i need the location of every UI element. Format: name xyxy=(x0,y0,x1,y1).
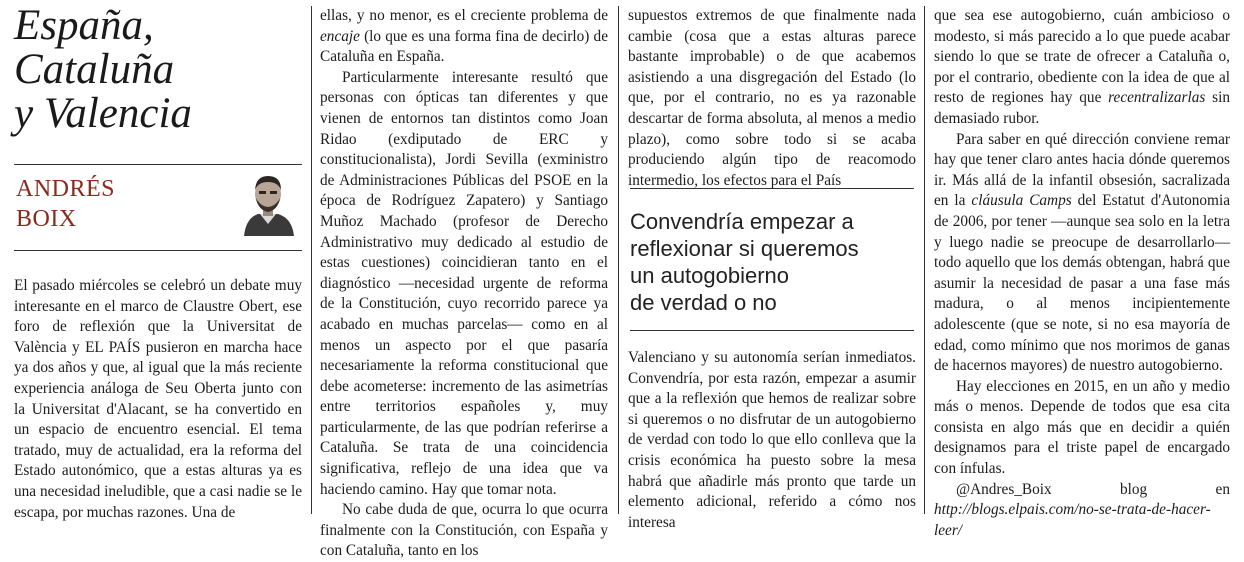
article-column-2 xyxy=(320,6,608,562)
article-column-3-continued xyxy=(628,348,916,533)
paragraph: Hay elecciones en 2015, en un año y medio más o menos. Depende de todos que esa cita consista en algo más que en decidir a quién designamos para el triste papel de encargado con ínfulas. xyxy=(934,377,1230,478)
italic-term: cláusula Camps xyxy=(971,192,1072,210)
author-rule xyxy=(14,250,302,251)
author-signature xyxy=(934,480,1230,542)
pullquote-line: Convendría empezar a xyxy=(630,209,854,234)
pull-quote xyxy=(630,208,910,316)
paragraph xyxy=(320,6,608,68)
headline-rule xyxy=(14,164,302,165)
pullquote-bottom-rule xyxy=(630,330,914,331)
article-headline xyxy=(14,4,304,136)
paragraph xyxy=(934,6,1230,130)
text-run: ellas, y no menor, es el creciente problema de xyxy=(320,7,608,24)
pullquote-line: reflexionar si queremos xyxy=(630,236,859,261)
article-column-1 xyxy=(14,276,302,523)
author-first-name: ANDRÉS xyxy=(16,176,116,202)
paragraph: Particularmente interesante resultó que personas con ópticas tan diferentes y que vienen de entornos tan distintos como Joan Ridao (exdiputado de ERC y constitucionalista), Jordi Sevilla (exministro de Administraciones Públicas del PSOE en la época de Rodríguez Zapatero) y Santiago Muñoz Machado (profesor de Derecho Administrativo muy dedicado al estudio de estas cuestiones) coincidieran tanto en el diagnóstico —necesidad urgente de reforma de la Constitución, cuyo recorrido parece ya acabado en muchas parcelas— como en al menos un aspecto por el que pasaría necesariamente la reforma constitucional que debe acometerse: incremento de las asimetrías entre territorios españoles y, muy particularmente, de las que podrían referirse a Cataluña. Se trata de una coincidencia significativa, reflejo de una idea que va haciendo camino. Hay que tomar nota. xyxy=(320,68,608,498)
text-run: del Estatut d'Autonomia de 2006, por tener —aunque sea solo en la letra y luego nadie se preocupe de desarrollarlo— todo aquello que los demás obtengan, habrá que asumir la necesidad de pasar a una fase más madura, o al menos incipientemente adolescente (que se note, si no esa mayoría de edad, como mínimo que nos morimos de ganas de hacernos mayores) de nuestro autogobierno. xyxy=(934,192,1230,375)
italic-term: encaje xyxy=(320,27,360,45)
text-run: (lo que es una forma fina de decirlo) de Cataluña en España. xyxy=(320,27,608,66)
column-divider xyxy=(618,6,619,514)
author-byline xyxy=(16,174,115,234)
headline-line: y Valencia xyxy=(14,90,192,137)
pullquote-line: un autogobierno xyxy=(630,263,790,288)
text-run: Para saber en qué dirección conviene remar hay que tener claro antes hacia dónde queremos ir. Más allá de la infantil obsesión, sacralizada en la xyxy=(934,130,1230,210)
article-column-3 xyxy=(628,6,916,191)
text-run: sin demasiado rubor. xyxy=(934,89,1230,127)
signature-text: @Andres_Boix blog en xyxy=(956,480,1230,498)
pullquote-line: de verdad o no xyxy=(630,290,777,315)
author-photo xyxy=(236,170,300,236)
blog-link[interactable]: http://blogs.elpais.com/no-se-trata-de-hacer-leer/ xyxy=(934,501,1211,539)
headline-line: Cataluña xyxy=(14,46,175,93)
paragraph: supuestos extremos de que finalmente nada cambie (cosa que a estas alturas parece bastante improbable) o de que acabemos asistiendo a una disgregación del Estado (lo que, por el contrario, no es ya razonable descartar de forma absoluta, al menos a medio plazo), como sobre todo si se acaba produciendo algún tipo de reacomodo intermedio, los efectos para el País xyxy=(628,7,916,189)
italic-term: recentralizarlas xyxy=(1108,89,1206,107)
text-run: que sea ese autogobierno, cuán ambicioso o modesto, si más parecido a lo que puede acabar siendo lo que se trate de ofrecer a Cataluña o, por el contrario, obediente con la idea de que al resto de regiones hay que xyxy=(934,7,1230,107)
paragraph: El pasado miércoles se celebró un debate muy interesante en el marco de Claustre Obert, ese foro de reflexión que la Universitat de València y EL PAÍS pusieron en marcha hace ya dos años y que, al igual que la más reciente experiencia análoga de Seu Oberta junto con la Universitat d'Alacant, se ha convertido en un espacio de encuentro esencial. El tema tratado, muy de actualidad, era la reforma del Estado autonómico, que a estas alturas ya es una necesidad ineludible, que a casi nadie se le escapa, por muchas razones. Una de xyxy=(14,277,302,521)
column-divider xyxy=(924,6,925,514)
headline-line: España, xyxy=(14,2,154,49)
author-last-name: BOIX xyxy=(16,206,77,232)
column-divider xyxy=(311,6,312,514)
paragraph xyxy=(934,130,1230,377)
paragraph: Valenciano y su autonomía serían inmediatos. Convendría, por esta razón, empezar a asumir que a la reflexión que hemos de realizar sobre si queremos o no disfrutar de un autogobierno de verdad con todo lo que ello conlleva que la crisis económica ha puesto sobre la mesa habrá que añadirle más pronto que tarde un elemento adicional, referido a cómo nos interesa xyxy=(628,349,916,531)
article-column-4 xyxy=(934,6,1230,541)
paragraph: No cabe duda de que, ocurra lo que ocurra finalmente con la Constitución, con España y con Cataluña, tanto en los xyxy=(320,501,608,560)
